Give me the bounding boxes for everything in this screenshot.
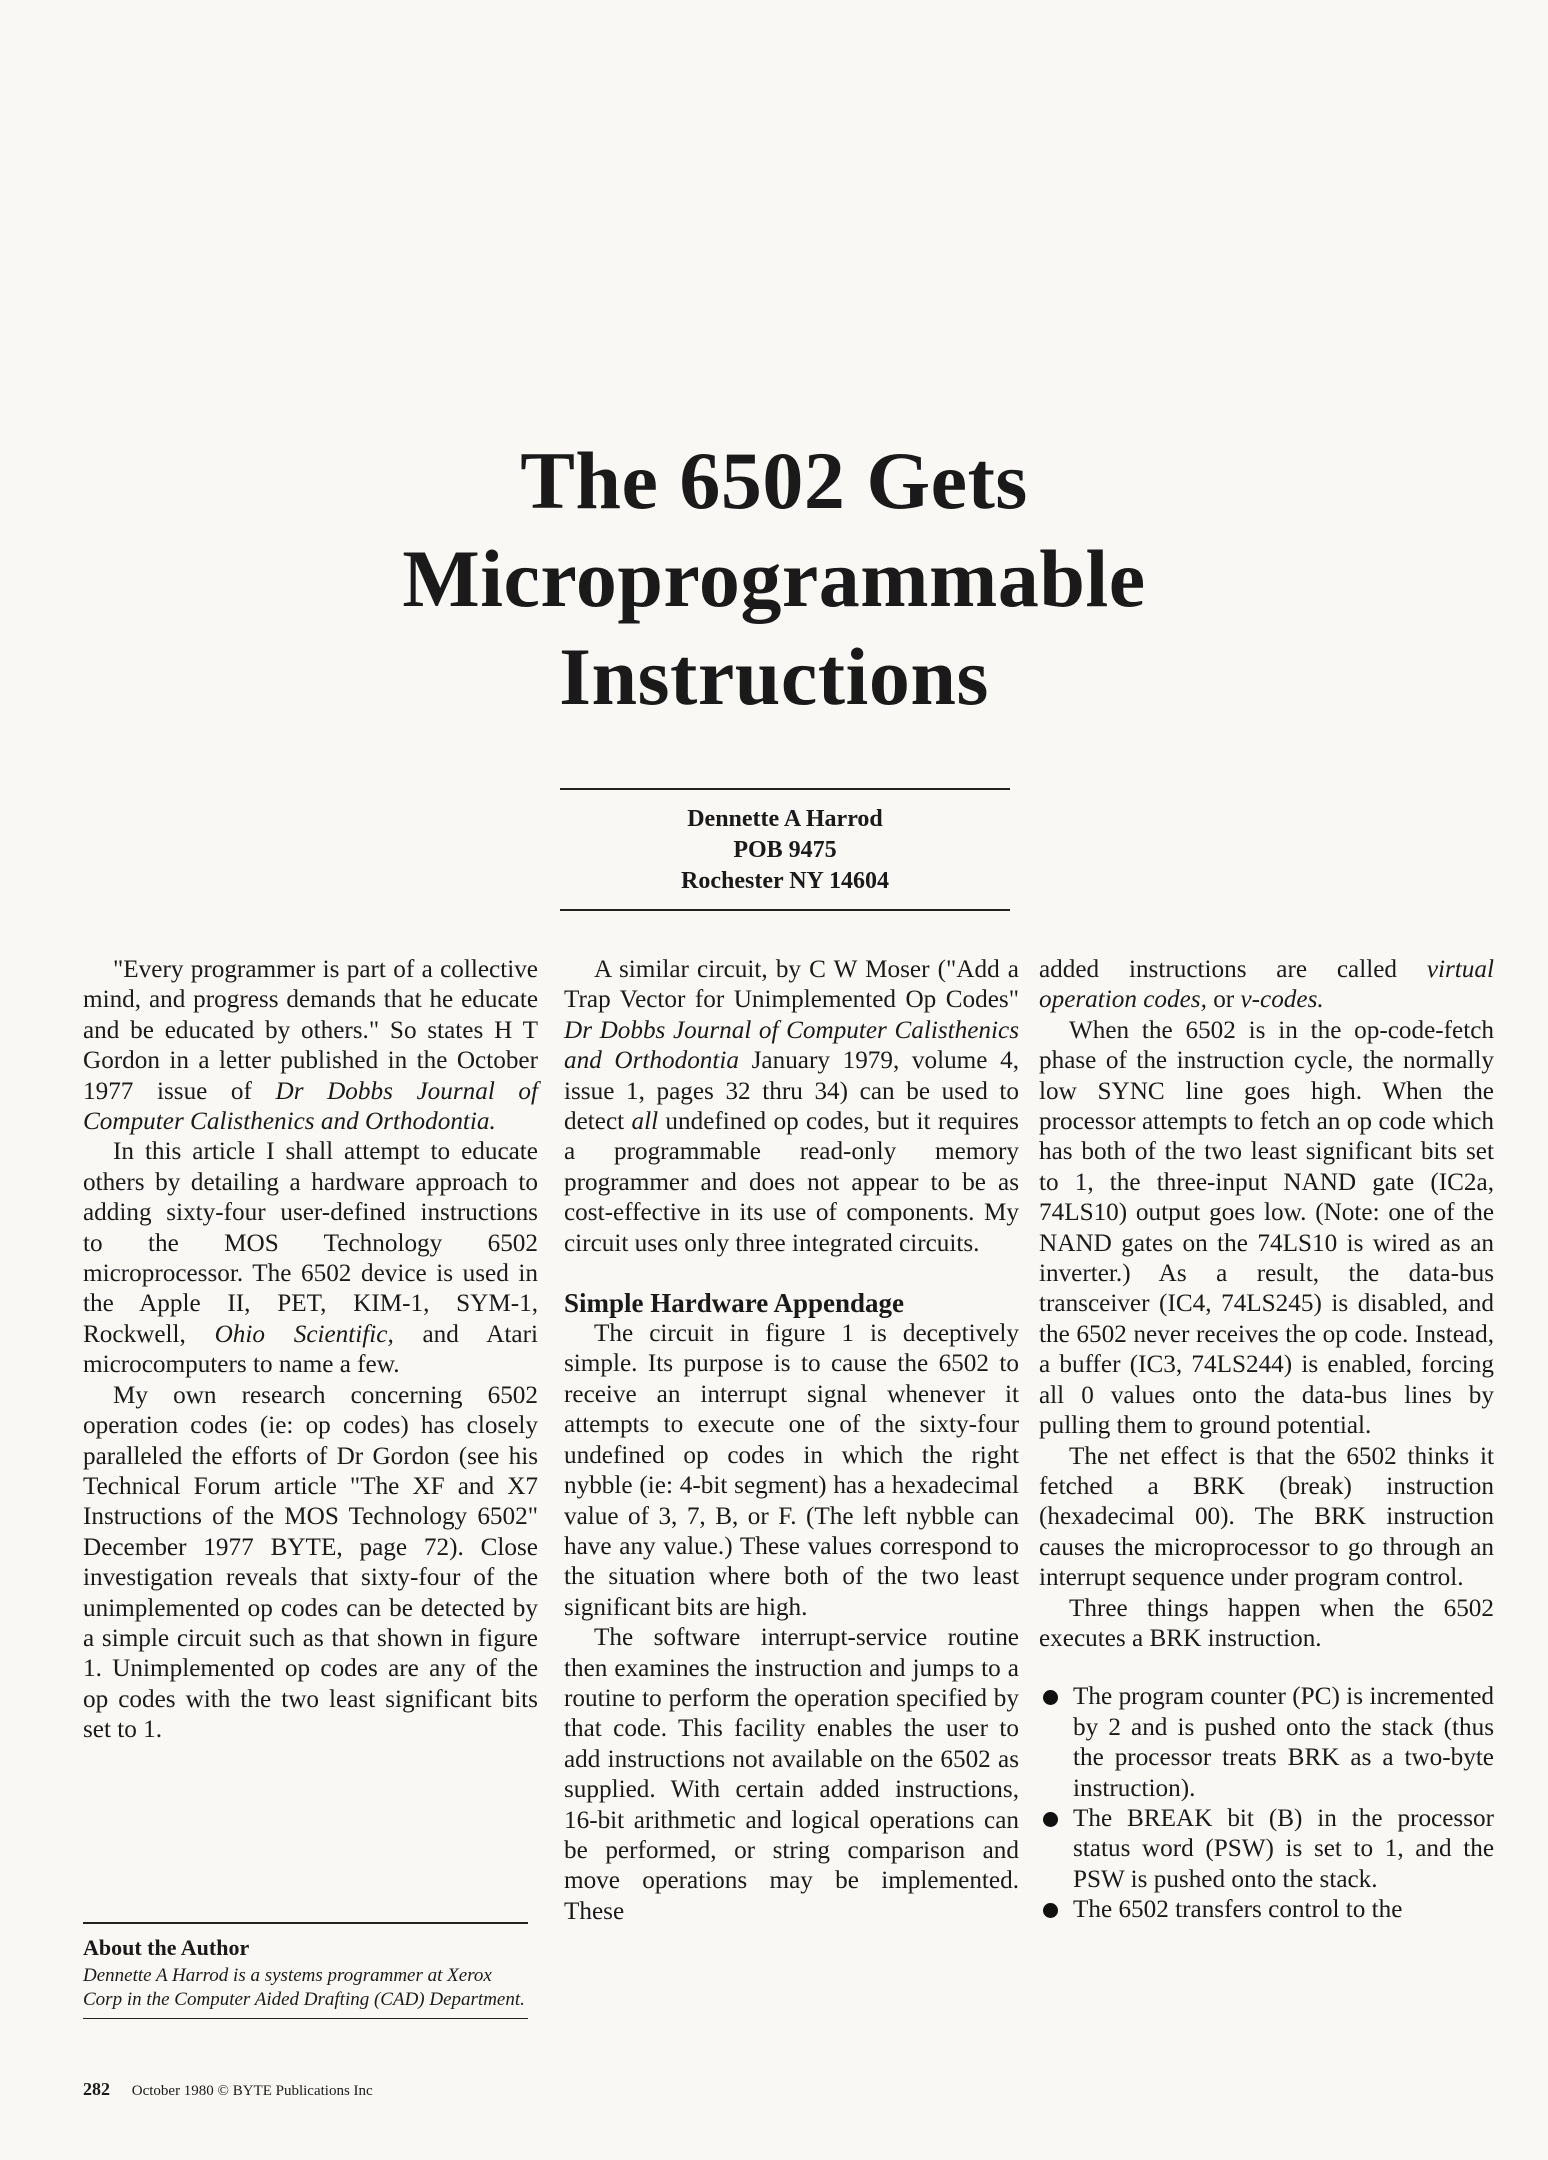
section-heading: Simple Hardware Appendage: [564, 1288, 905, 1319]
column-1: [83, 955, 538, 1746]
paragraph: The circuit in figure 1 is deceptively simple. Its purpose is to cause the 6502 to receive an interrupt signal whenever it attempts to execute one of the sixty-four undefined op codes in which the right nybble (ie: 4-bit segment) has a hexadecimal value of 3, 7, B, or F. (The left nybble can have any value.) These values correspond to the situation where both of the two least significant bits are high.: [564, 1320, 1019, 1621]
paragraph: The software interrupt-service routine then examines the instruction and jumps to a routine to perform the operation specified by that code. This facility enables the user to add instructions not available on the 6502 as supplied. With certain added instructions, 16-bit arithmetic and logical operations can be performed, or string comparison and move operations may be implemented. These: [564, 1624, 1019, 1925]
paragraph: In this article I shall attempt to educate others by detailing a hardware approach to adding sixty-four user-defined instructions to the MOS Technology 6502 microprocessor. The 6502 device is used in the Apple II, PET, KIM-1, SYM-1, Rockwell, Ohio Scientific, and Atari microcomputers to name a few.: [83, 1138, 538, 1379]
author-name: Dennette A Harrod: [687, 806, 883, 832]
column-3: [1039, 955, 1494, 1926]
bullet-list: [1039, 1682, 1494, 1925]
author-byline: [560, 788, 1010, 911]
bullet-icon: [1043, 1903, 1058, 1918]
footer-text: October 1980 © BYTE Publications Inc: [131, 2083, 373, 2099]
page-number: 282: [83, 2079, 110, 2099]
bullet-icon: [1043, 1812, 1058, 1827]
paragraph: added instructions are called virtual operation codes, or v-codes.: [1039, 956, 1494, 1014]
article-title: [0, 432, 1548, 726]
paragraph: "Every programmer is part of a collective mind, and progress demands that he educate and be educated by others." So states H T Gordon in a letter published in the October 1977 issue of Dr Dobbs Journal of Computer Calisthenics and Orthodontia.: [83, 956, 538, 1136]
author-address-2: Rochester NY 14604: [681, 868, 889, 894]
about-the-author: [83, 1922, 528, 2019]
paragraph: My own research concerning 6502 operation codes (ie: op codes) has closely paralleled the efforts of Dr Gordon (see his Technical Forum article "The XF and X7 Instructions of the MOS Technology 6502" December 1977 BYTE, page 72). Close investigation reveals that sixty-four of the unimplemented op codes can be detected by a simple circuit such as that shown in figure 1. Unimplemented op codes are any of the op codes with the two least significant bits set to 1.: [83, 1381, 538, 1744]
title-line-3: Instructions: [559, 631, 989, 722]
paragraph: The net effect is that the 6502 thinks it fetched a BRK (break) instruction (hexadecimal 00). The BRK instruction causes the microprocessor to go through an interrupt sequence under program control.: [1039, 1442, 1494, 1592]
author-address-1: POB 9475: [733, 837, 837, 863]
title-line-1: The 6502 Gets: [520, 435, 1028, 526]
list-item: The 6502 transfers control to the: [1039, 1895, 1494, 1925]
list-item: The BREAK bit (B) in the processor status word (PSW) is set to 1, and the PSW is pushed onto the stack.: [1039, 1804, 1494, 1895]
title-line-2: Microprogrammable: [402, 533, 1146, 624]
page-footer: [83, 2079, 373, 2100]
paragraph: Three things happen when the 6502 executes a BRK instruction.: [1039, 1594, 1494, 1652]
paragraph: When the 6502 is in the op-code-fetch phase of the instruction cycle, the normally low SYNC line goes high. When the processor attempts to fetch an op code which has both of the two least significant bits set to 1, the three-input NAND gate (IC2a, 74LS10) output goes low. (Note: one of the NAND gates on the 74LS10 is wired as an inverter.) As a result, the data-bus transceiver (IC4, 74LS245) is disabled, and the 6502 never receives the op code. Instead, a buffer (IC3, 74LS244) is enabled, forcing all 0 values onto the data-bus lines by pulling them to ground potential.: [1039, 1016, 1494, 1440]
about-heading: About the Author: [83, 1935, 250, 1960]
paragraph: A similar circuit, by C W Moser ("Add a Trap Vector for Unimplemented Op Codes" Dr Dobbs Journal of Computer Calisthenics and Orthodontia January 1979, volume 4, issue 1, pages 32 thru 34) can be used to detect all undefined op codes, but it requires a programmable read-only memory programmer and does not appear to be as cost-effective in its use of components. My circuit uses only three integrated circuits.: [564, 956, 1019, 1257]
list-item: The program counter (PC) is incremented by 2 and is pushed onto the stack (thus the processor treats BRK as a two-byte instruction).: [1039, 1682, 1494, 1804]
bullet-icon: [1043, 1690, 1058, 1705]
column-2: [564, 955, 1019, 1927]
about-text: Dennette A Harrod is a systems programmer at Xerox Corp in the Computer Aided Drafting (CAD) Department.: [83, 1965, 525, 2010]
